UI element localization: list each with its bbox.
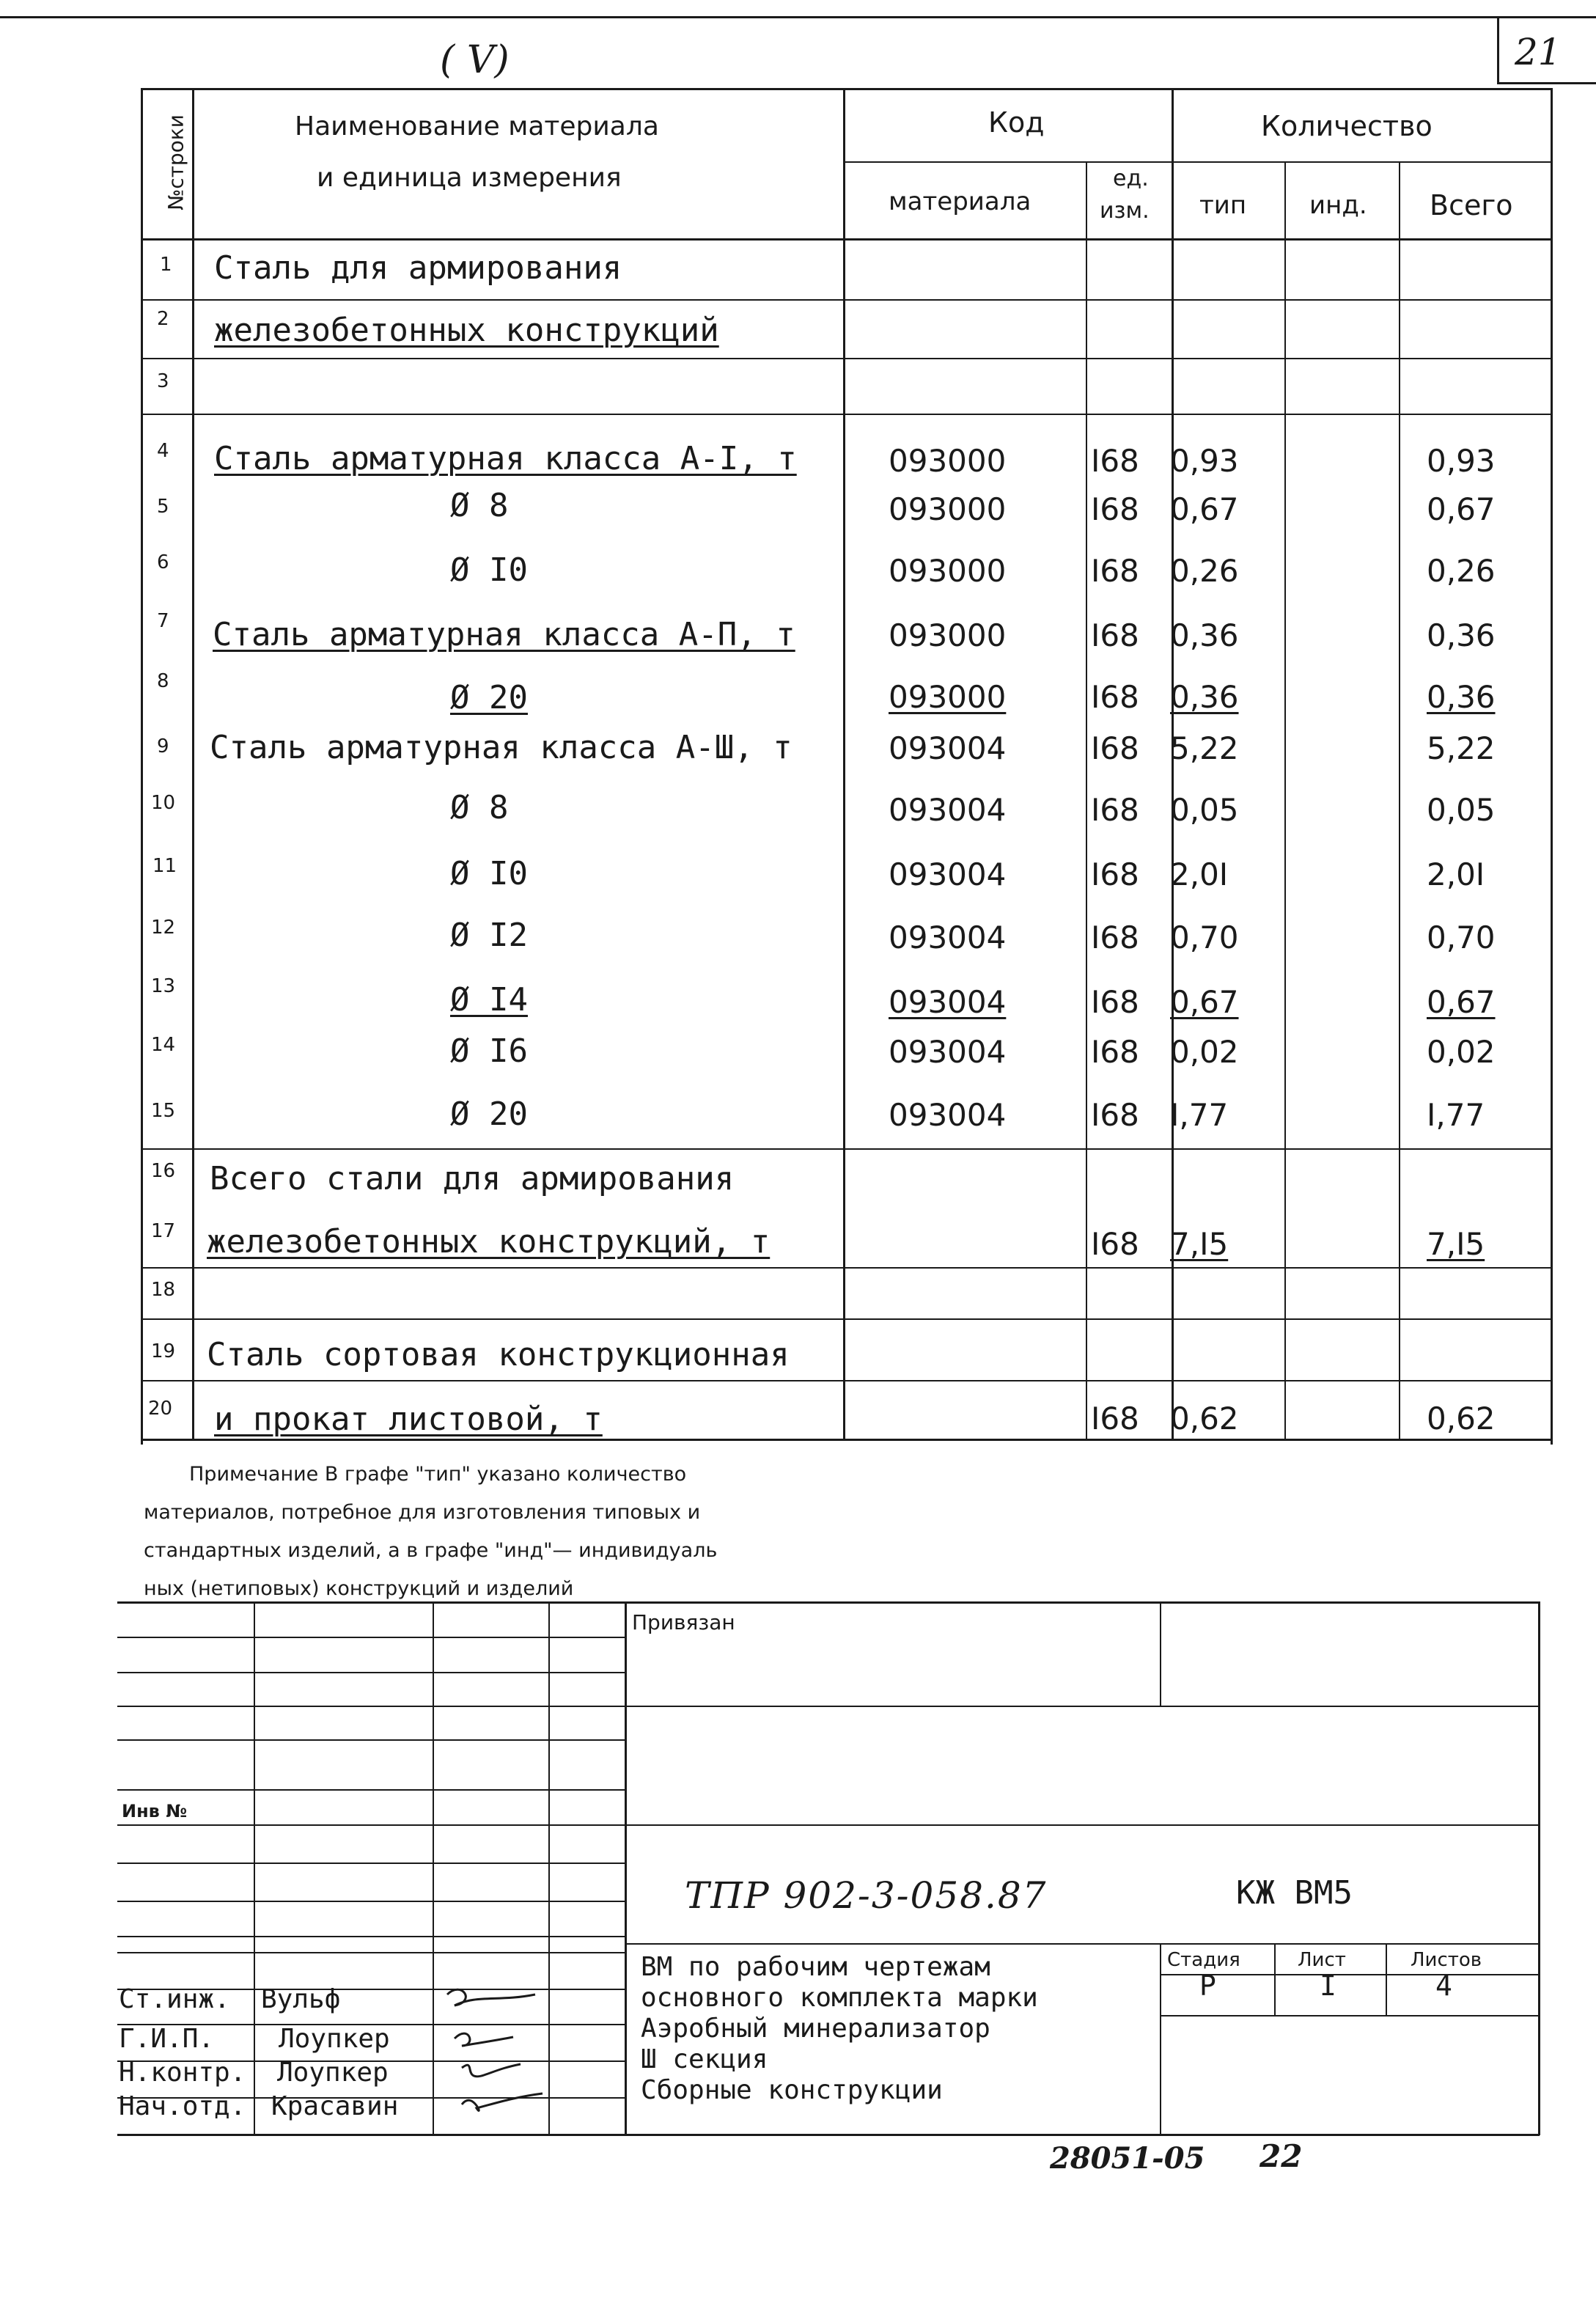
qty-total-value: 0,36: [1427, 679, 1496, 715]
qty-total-value: 0,26: [1427, 553, 1496, 589]
material-name: Сталь арматурная класса А-Ш, т: [210, 729, 793, 766]
row-number: 4: [157, 440, 169, 462]
rows-column-header: №строки: [163, 114, 188, 210]
qty-type-value: 5,22: [1170, 730, 1239, 766]
note-line: ных (нетиповых) конструкций и изделий: [144, 1577, 574, 1600]
unit-code: I68: [1091, 792, 1139, 828]
signer-name: Красавин: [271, 2091, 399, 2121]
signature-marks: [433, 1972, 557, 2134]
qty-total-value: I,77: [1427, 1097, 1485, 1133]
document-title-line: основного комплекта марки: [641, 1983, 1038, 2013]
qty-type-value: 2,0I: [1170, 856, 1229, 892]
page-number: 21: [1515, 31, 1562, 73]
row-number: 5: [157, 496, 169, 518]
document-title-line: Аэробный минерализатор: [641, 2014, 990, 2044]
row-number: 7: [157, 610, 169, 632]
sheet-value: I: [1320, 1970, 1336, 2002]
stage-value: Р: [1199, 1970, 1216, 2002]
inventory-number-label: Инв №: [122, 1801, 188, 1821]
material-code: 093000: [889, 491, 1007, 527]
code-material-header: материала: [889, 187, 1031, 216]
name-column-header-line2: и единица измерения: [317, 163, 622, 193]
unit-code: I68: [1091, 443, 1139, 479]
material-name: Ø I2: [450, 917, 528, 954]
material-code: 093004: [889, 856, 1007, 892]
unit-code: I68: [1091, 553, 1139, 589]
material-name: Сталь для армирования: [214, 249, 622, 287]
row-number: 19: [151, 1340, 176, 1362]
material-name: Ø I0: [450, 855, 528, 892]
qty-total-value: 0,62: [1427, 1401, 1496, 1436]
material-name: Сталь арматурная класса А-П, т: [213, 616, 795, 653]
material-name: Ø I4: [450, 981, 528, 1019]
qty-type-value: 0,62: [1170, 1401, 1239, 1436]
qty-total-value: 2,0I: [1427, 856, 1485, 892]
signer-name: Вульф: [261, 1984, 341, 2014]
qty-type-value: 0,36: [1170, 617, 1239, 653]
row-number: 15: [151, 1100, 176, 1122]
material-code: 093000: [889, 553, 1007, 589]
row-number: 8: [157, 670, 169, 692]
unit-code: I68: [1091, 1097, 1139, 1133]
quantity-group-header: Количество: [1261, 110, 1433, 142]
row-number: 16: [151, 1160, 176, 1182]
sheet-label: Лист: [1298, 1949, 1346, 1971]
qty-total-value: 0,93: [1427, 443, 1496, 479]
qty-total-value: 0,05: [1427, 792, 1496, 828]
footer-page-number: 22: [1259, 2138, 1303, 2174]
unit-code: I68: [1091, 920, 1139, 955]
qty-total-value: 7,I5: [1427, 1226, 1485, 1262]
unit-code: I68: [1091, 1226, 1139, 1262]
material-code: 093004: [889, 730, 1007, 766]
material-name: и прокат листовой, т: [214, 1401, 603, 1438]
material-code: 093004: [889, 1097, 1007, 1133]
qty-type-value: 0,05: [1170, 792, 1239, 828]
unit-code: I68: [1091, 730, 1139, 766]
unit-code: I68: [1091, 617, 1139, 653]
qty-type-value: 0,93: [1170, 443, 1239, 479]
material-name: Ø 8: [450, 789, 509, 826]
material-code: 093000: [889, 679, 1007, 715]
document-code: ТПР 902-3-058.87: [685, 1874, 1048, 1917]
unit-code: I68: [1091, 679, 1139, 715]
unit-code: I68: [1091, 856, 1139, 892]
material-name: Ø 20: [450, 679, 528, 716]
unit-code: I68: [1091, 1401, 1139, 1436]
row-number: 11: [152, 855, 177, 877]
privyazan-label: Привязан: [632, 1610, 735, 1634]
row-number: 13: [151, 975, 176, 997]
material-code: 093004: [889, 792, 1007, 828]
row-number: 20: [148, 1398, 173, 1420]
qty-total-value: 0,70: [1427, 920, 1496, 955]
qty-total-value: 5,22: [1427, 730, 1496, 766]
row-number: 14: [151, 1034, 176, 1056]
unit-code: I68: [1091, 1034, 1139, 1070]
row-number: 3: [157, 370, 169, 392]
material-name: Ø I0: [450, 551, 528, 589]
note-line: Примечание В графе "тип" указано количество: [189, 1463, 687, 1486]
unit-code: I68: [1091, 984, 1139, 1020]
material-code: 093004: [889, 984, 1007, 1020]
qty-type-value: 0,36: [1170, 679, 1239, 715]
qty-type-value: 0,70: [1170, 920, 1239, 955]
row-number: 18: [151, 1279, 176, 1301]
row-number: 17: [151, 1220, 176, 1242]
signer-role: Н.контр.: [119, 2058, 246, 2088]
material-name: Всего стали для армирования: [210, 1160, 735, 1197]
signer-role: Г.И.П.: [119, 2024, 215, 2054]
code-unit-header-line1: ед.: [1113, 166, 1149, 191]
document-title-line: Сборные конструкции: [641, 2075, 943, 2105]
signer-name: Лоупкер: [277, 2058, 389, 2088]
name-column-header-line1: Наименование материала: [295, 111, 659, 142]
signer-role: Ст.инж.: [119, 1984, 230, 2014]
qty-ind-header: инд.: [1309, 191, 1367, 220]
top-mark: ( V): [440, 38, 510, 82]
note-line: материалов, потребное для изготовления типовых и: [144, 1501, 701, 1524]
qty-total-value: 0,67: [1427, 491, 1496, 527]
document-mark: КЖ ВМ5: [1236, 1874, 1353, 1912]
qty-type-value: 0,26: [1170, 553, 1239, 589]
code-group-header: Код: [988, 106, 1045, 139]
qty-type-value: 7,I5: [1170, 1226, 1229, 1262]
material-name: Ø 20: [450, 1096, 528, 1133]
row-number: 2: [157, 308, 169, 330]
material-code: 093000: [889, 617, 1007, 653]
row-number: 12: [151, 917, 176, 939]
note-line: стандартных изделий, а в графе "инд"— индивидуаль: [144, 1539, 718, 1562]
document-title-line: ВМ по рабочим чертежам: [641, 1952, 990, 1982]
stage-label: Стадия: [1167, 1949, 1240, 1971]
unit-code: I68: [1091, 491, 1139, 527]
row-number: 1: [160, 254, 172, 276]
material-code: 093004: [889, 1034, 1007, 1070]
qty-total-value: 0,02: [1427, 1034, 1496, 1070]
document-title-line: Ш секция: [641, 2044, 768, 2074]
sheets-value: 4: [1435, 1970, 1452, 2002]
material-name: железобетонных конструкций: [214, 312, 719, 349]
material-name: Сталь арматурная класса А-I, т: [214, 440, 797, 477]
material-code: 093004: [889, 920, 1007, 955]
qty-type-value: 0,67: [1170, 984, 1239, 1020]
material-name: Ø 8: [450, 487, 509, 524]
material-name: Сталь сортовая конструкционная: [207, 1336, 790, 1373]
qty-type-value: I,77: [1170, 1097, 1229, 1133]
row-number: 9: [157, 735, 169, 757]
qty-type-value: 0,02: [1170, 1034, 1239, 1070]
code-unit-header-line2: изм.: [1100, 198, 1150, 224]
qty-total-value: 0,67: [1427, 984, 1496, 1020]
archive-number: 28051-05: [1050, 2141, 1205, 2176]
qty-total-header: Всего: [1430, 189, 1513, 221]
qty-total-value: 0,36: [1427, 617, 1496, 653]
qty-type-header: тип: [1199, 191, 1247, 220]
material-name: Ø I6: [450, 1032, 528, 1070]
sheets-label: Листов: [1411, 1949, 1482, 1971]
qty-type-value: 0,67: [1170, 491, 1239, 527]
signer-role: Нач.отд.: [119, 2091, 246, 2121]
material-name: железобетонных конструкций, т: [207, 1223, 771, 1260]
row-number: 10: [151, 792, 176, 814]
material-code: 093000: [889, 443, 1007, 479]
signer-name: Лоупкер: [279, 2024, 390, 2054]
row-number: 6: [157, 551, 169, 573]
